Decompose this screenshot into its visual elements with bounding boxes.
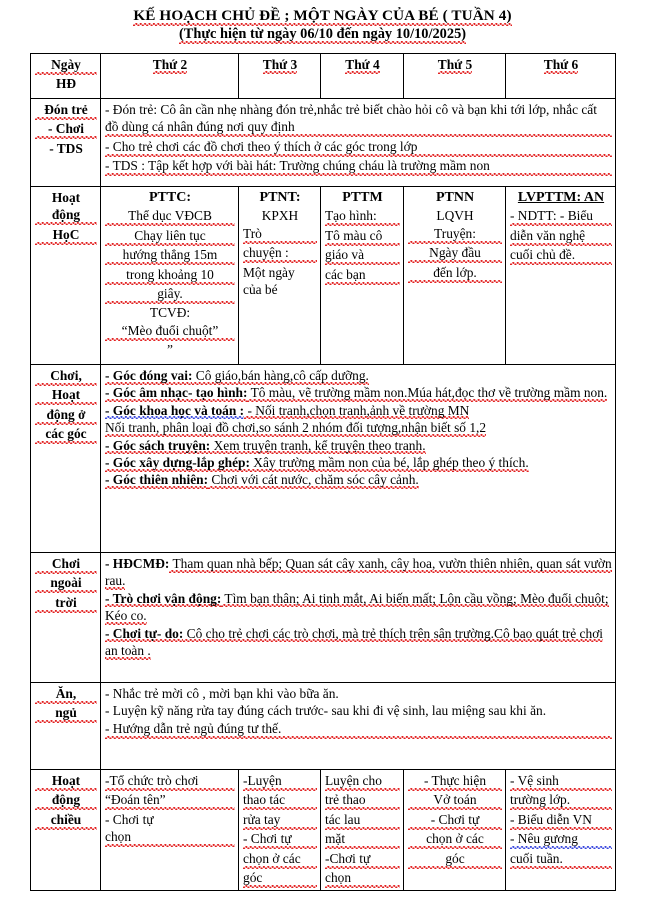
chieu-thu2-line-4: chọn (105, 828, 235, 847)
table-header-row (31, 54, 616, 99)
hoc-thu5-subheading: LQVH (436, 208, 474, 224)
ngoai-troi-item-1: - HĐCMĐ: Tham quan nhà bếp; Quan sát cây xanh, cây hoa, vườn thiên nhiên, quan sát vườn rau. (105, 556, 612, 589)
an-ngu-line-1: - Nhắc trẻ mời cô , mời bạn khi vào bữa ăn. (105, 686, 339, 701)
row-label-choi-ngoai-troi (31, 553, 101, 683)
hoc-thu4-line-3: giáo và (325, 246, 400, 265)
chieu-thu5-line-5: góc (408, 850, 502, 869)
header-corner-cell (31, 54, 101, 99)
hoc-thu6-line-3: cuối chủ đề. (510, 246, 612, 265)
goc-item-4: Nối tranh, phân loại đồ chơi,so sánh 2 nhóm đối tượng,nhận biết số 1,2 (105, 420, 487, 436)
header-corner-line2: HĐ (55, 76, 77, 92)
page-title: KẾ HOẠCH CHỦ ĐỀ ; MỘT NGÀY CỦA BÉ ( TUẦN 4) (133, 7, 512, 24)
row-label-line1: Chơi (35, 555, 97, 574)
hoc-thu2-line-8: ” (167, 342, 173, 358)
chieu-thu4-line-2: trẻ thao (325, 791, 400, 810)
hoc-thu4-line-2: Tô màu cô (325, 227, 400, 246)
document-title-block (0, 0, 645, 43)
chieu-thu4-line-5: -Chơi tự (325, 850, 400, 869)
chieu-thu6-line-1: - Vệ sinh (510, 772, 612, 791)
chieu-thu3-line-3: rửa tay (243, 811, 317, 830)
hoc-thu4-line-4: các bạn (325, 266, 400, 285)
row-label-line1: Đón trẻ (35, 101, 97, 120)
hoc-thu6-line-1: - NDTT: - Biểu (510, 207, 612, 226)
chieu-thu3-line-6: góc (243, 869, 317, 888)
don-tre-line-2: - Cho trẻ chơi các đồ chơi theo ý thích ở các góc trong lớp (105, 138, 612, 157)
subject-heading-ptnt: PTNT: (259, 190, 301, 205)
hoc-thu5-line-1: Truyện: (408, 225, 502, 244)
an-ngu-line-3: - Hướng dẫn trẻ ngủ đúng tư thế. (105, 720, 612, 739)
goc-item-6: - Góc xây dựng-lắp ghép: Xây trường mầm non của bé, lắp ghép theo ý thích. (105, 455, 529, 471)
cell-chieu-thu3 (239, 770, 321, 891)
goc-item-7: - Góc thiên nhiên: Chơi với cát nước, chăm sóc cây cảnh. (105, 472, 419, 488)
goc-item-2: - Góc âm nhạc- tạo hình: Tô màu, vẽ trường mầm non.Múa hát,đọc thơ về trường mầm non. (105, 385, 608, 401)
cell-don-tre-content (101, 99, 616, 187)
chieu-thu3-line-1: -Luyện (243, 772, 317, 791)
hoc-thu2-line-5: giây. (105, 285, 235, 304)
row-label-line2: động (35, 791, 97, 810)
chieu-thu3-line-4: - Chơi tự (243, 830, 317, 849)
cell-chieu-thu5 (404, 770, 506, 891)
chieu-thu3-line-5: chọn ở các (243, 850, 317, 869)
row-label-line3: chiều (35, 811, 97, 830)
table-row-hoat-dong-chieu (31, 770, 616, 891)
chieu-thu4-line-1: Luyện cho (325, 772, 400, 791)
chieu-thu4-line-4: mặt (325, 830, 400, 849)
goc-item-3: - Góc khoa học và toán : - Nối tranh,chọn tranh,ảnh về trường MN (105, 402, 470, 418)
header-day-thu5: Thứ 5 (404, 54, 506, 99)
hoc-thu2-line-3: hướng thẳng 15m (105, 246, 235, 265)
chieu-thu4-line-6: chọn (325, 869, 400, 888)
ngoai-troi-item-2: - Trò chơi vận động: Tìm bạn thân; Ai tinh mắt, Ai biến mất; Lộn cầu vồng; Mèo đuổi chuột; Kéo co. (105, 590, 609, 624)
subject-heading-pttc: PTTC: (149, 190, 191, 205)
hoc-thu5-line-3: đến lớp. (408, 264, 502, 283)
header-day-thu3: Thứ 3 (239, 54, 321, 99)
chieu-thu6-line-5: cuối tuần. (510, 850, 612, 869)
chieu-thu4-line-3: tác lau (325, 811, 400, 830)
cell-chieu-thu2 (101, 770, 239, 891)
row-label-line1: Ăn, (35, 685, 97, 704)
cell-chieu-thu6 (506, 770, 616, 891)
hoc-thu3-subheading: KPXH (261, 208, 299, 224)
hoc-thu3-line-4: của bé (243, 282, 278, 298)
header-corner-line1: Ngày (35, 56, 97, 75)
subject-heading-lvpttm: LVPTTM: AN (517, 190, 605, 205)
table-row-choi-goc (31, 365, 616, 553)
chieu-thu5-line-2: Vở toán (408, 791, 502, 810)
chieu-thu2-line-2: “Đoán tên” (105, 791, 235, 810)
chieu-thu6-line-4: - Nêu gương (510, 830, 612, 849)
cell-an-ngu-content (101, 683, 616, 770)
goc-item-1: - Góc đóng vai: Cô giáo,bán hàng,cô cấp dưỡng. (105, 368, 369, 383)
row-label-choi-goc (31, 365, 101, 553)
row-label-hoat-dong-chieu (31, 770, 101, 891)
table-row-an-ngu (31, 683, 616, 770)
cell-hoc-thu5 (404, 187, 506, 365)
row-label-line2: động (35, 206, 97, 225)
goc-item-5: - Góc sách truyện: Xem truyện tranh, kể truyện theo tranh. (105, 437, 426, 453)
chieu-thu2-line-3: - Chơi tự (105, 811, 154, 827)
cell-choi-ngoai-troi-content (101, 553, 616, 683)
row-label-line3: - TDS (49, 140, 83, 156)
row-label-an-ngu (31, 683, 101, 770)
page-subtitle: (Thực hiện từ ngày 06/10 đến ngày 10/10/2025) (178, 26, 467, 42)
hoc-thu3-line-1: Trò (243, 225, 317, 244)
hoc-thu5-line-2: Ngày đầu (408, 244, 502, 263)
hoc-thu2-line-2: Chạy liên tục (105, 227, 235, 246)
chieu-thu6-line-2: trường lớp. (510, 791, 612, 810)
header-day-thu2: Thứ 2 (101, 54, 239, 99)
table-row-hoat-dong-hoc (31, 187, 616, 365)
header-day-thu4: Thứ 4 (321, 54, 404, 99)
don-tre-line-1: - Đón trẻ: Cô ân cần nhẹ nhàng đón trẻ,nhắc trẻ biết chào hỏi cô và bạn khi tới lớp, nhắc cất đồ dùng cá nhân đúng nơi quy định (105, 101, 612, 138)
cell-hoc-thu2 (101, 187, 239, 365)
row-label-hoat-dong-hoc (31, 187, 101, 365)
row-label-line3: HọC (35, 226, 97, 245)
chieu-thu2-line-1: -Tổ chức trò chơi (105, 772, 235, 791)
ngoai-troi-item-3: - Chơi tự- do: Cô cho trẻ chơi các trò chơi, mà trẻ thích trên sân trường.Cô bao quát trẻ chơi an toàn . (105, 625, 603, 659)
cell-choi-goc-content (101, 365, 616, 553)
row-label-line3: trời (35, 594, 97, 613)
chieu-thu5-line-1: - Thực hiện (408, 772, 502, 791)
cell-hoc-thu3 (239, 187, 321, 365)
row-label-line2: ngủ (35, 704, 97, 723)
hoc-thu2-line-6: TCVĐ: (149, 305, 191, 321)
row-label-line1: Hoạt (51, 190, 81, 205)
hoc-thu3-line-3: Một ngày (243, 264, 295, 280)
row-label-line1: Hoạt (35, 772, 97, 791)
row-label-line1: Chơi, (35, 367, 97, 386)
cell-hoc-thu4 (321, 187, 404, 365)
don-tre-line-3: - TDS : Tập kết hợp với bài hát: Trường chúng cháu là trường mầm non (105, 157, 612, 176)
hoc-thu3-line-2: chuyện : (243, 244, 317, 263)
chieu-thu3-line-2: thao tác (243, 791, 317, 810)
cell-chieu-thu4 (321, 770, 404, 891)
hoc-thu6-line-2: diễn văn nghệ (510, 227, 612, 246)
row-label-don-tre (31, 99, 101, 187)
cell-hoc-thu6 (506, 187, 616, 365)
row-label-line2: ngoài (35, 574, 97, 593)
table-row-choi-ngoai-troi (31, 553, 616, 683)
chieu-thu5-line-3: - Chơi tự (408, 811, 502, 830)
hoc-thu2-line-7: “Mèo đuổi chuột” (105, 322, 235, 341)
subject-heading-ptnn: PTNN (435, 190, 475, 205)
hoc-thu2-line-1: Thể dục VĐCB (105, 207, 235, 226)
row-label-line2: Hoạt (35, 386, 97, 405)
header-day-thu6: Thứ 6 (506, 54, 616, 99)
hoc-thu2-line-4: trong khoảng 10 (105, 266, 235, 285)
row-label-line3: động ở (35, 406, 97, 425)
subject-heading-pttm: PTTM (342, 190, 383, 205)
weekly-plan-table (30, 53, 616, 891)
row-label-line4: các góc (35, 425, 97, 444)
row-label-line2: - Chơi (35, 120, 97, 139)
hoc-thu4-line-1: Tạo hình: (325, 207, 400, 226)
chieu-thu5-line-4: chọn ở các (408, 830, 502, 849)
table-row-don-tre (31, 99, 616, 187)
an-ngu-line-2: - Luyện kỹ năng rửa tay đúng cách trước- sau khi đi vệ sinh, lau miệng sau khi ăn. (105, 703, 547, 719)
chieu-thu6-line-3: - Biểu diễn VN (510, 811, 612, 830)
